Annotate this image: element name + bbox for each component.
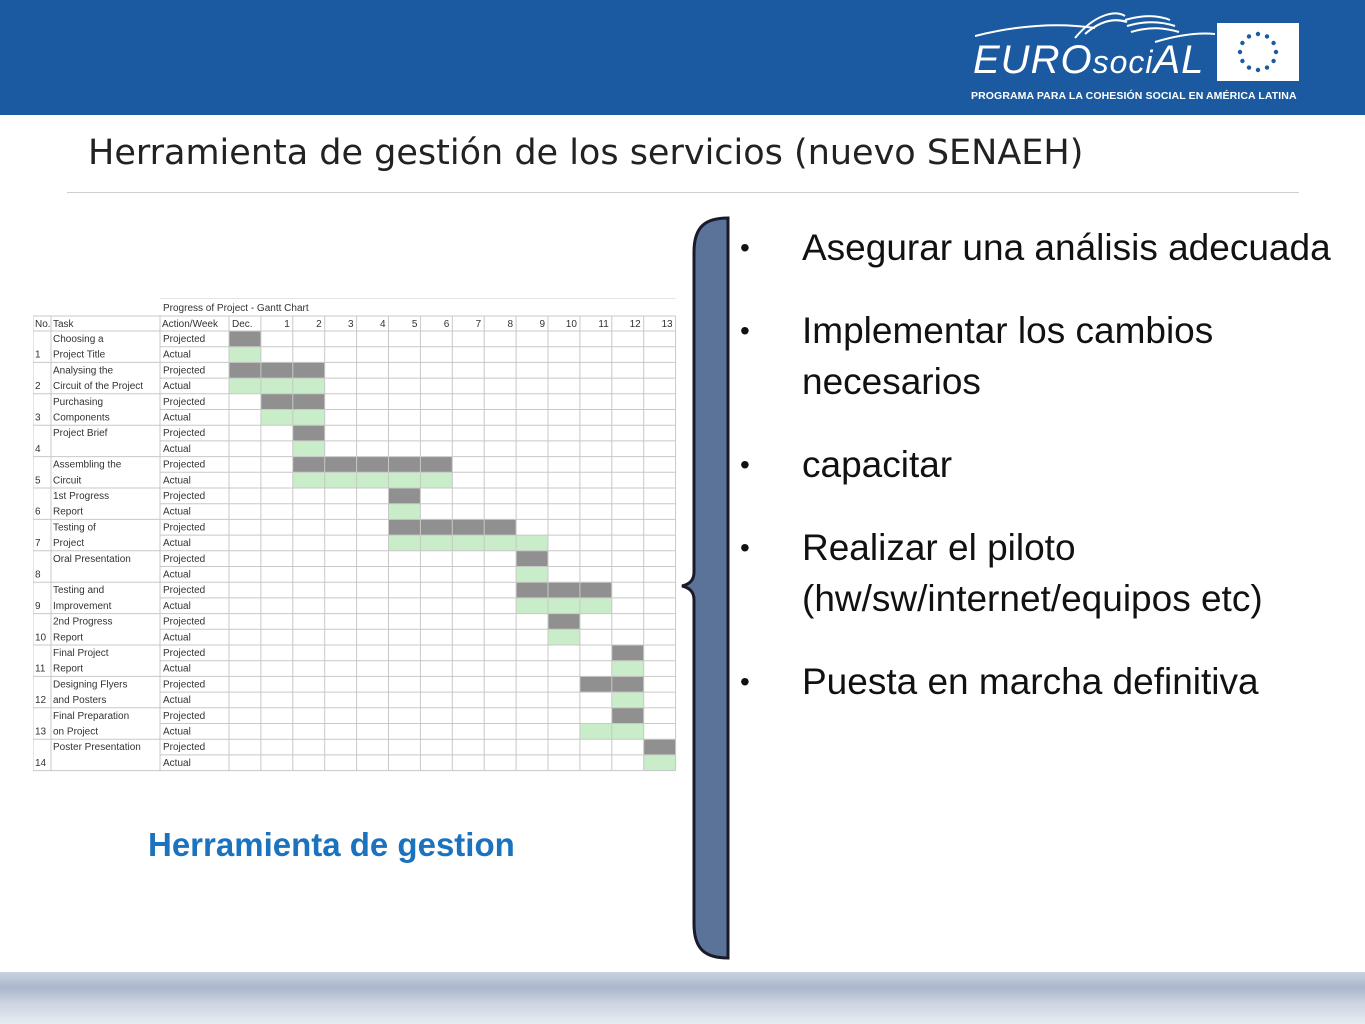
actual-bar: [644, 755, 676, 771]
gantt-task-name: Final Preparation: [53, 710, 130, 722]
bullet-item: • Asegurar una análisis adecuada: [740, 222, 1340, 273]
gantt-task-name: Designing Flyers: [53, 679, 128, 691]
gantt-actual-label: Actual: [163, 443, 191, 455]
gantt-projected-label: Projected: [163, 742, 206, 754]
projected-bar: [389, 519, 421, 535]
projected-bar: [293, 394, 325, 410]
left-brace-icon: [676, 212, 732, 964]
eu-star-icon: [1271, 41, 1275, 45]
actual-bar: [516, 535, 548, 551]
gantt-task-name: Assembling the: [53, 459, 122, 471]
gantt-task-number: 6: [35, 506, 41, 518]
projected-bar: [516, 551, 548, 567]
eu-star-icon: [1240, 59, 1244, 63]
projected-bar: [452, 519, 484, 535]
bullet-icon: •: [740, 449, 750, 480]
projected-bar: [548, 582, 580, 598]
projected-bar: [293, 425, 325, 441]
actual-bar: [420, 535, 452, 551]
actual-bar: [389, 472, 421, 488]
gantt-projected-label: Projected: [163, 710, 206, 722]
gantt-actual-label: Actual: [163, 506, 191, 518]
gantt-week-label: Dec.: [232, 319, 253, 330]
gantt-actual-label: Actual: [163, 663, 191, 675]
projected-bar: [293, 457, 325, 473]
gantt-actual-label: Actual: [163, 757, 191, 769]
gantt-actual-label: Actual: [163, 695, 191, 707]
actual-bar: [293, 410, 325, 426]
actual-bar: [612, 692, 644, 708]
gantt-task-name: Report: [53, 632, 84, 644]
actual-bar: [357, 472, 389, 488]
projected-bar: [389, 488, 421, 504]
actual-bar: [389, 535, 421, 551]
bullet-item: • Puesta en marcha definitiva: [740, 656, 1340, 707]
bullet-icon: •: [740, 532, 750, 563]
gantt-task-name: Circuit of the Project: [53, 381, 144, 393]
actual-bar: [484, 535, 516, 551]
gantt-caption: Herramienta de gestion: [148, 826, 515, 863]
eu-star-icon: [1238, 50, 1242, 54]
projected-bar: [580, 582, 612, 598]
eu-star-icon: [1256, 32, 1260, 36]
gantt-task-name: Report: [53, 663, 84, 675]
projected-bar: [261, 362, 293, 378]
gantt-title: Progress of Project - Gantt Chart: [163, 303, 309, 314]
gantt-actual-label: Actual: [163, 381, 191, 393]
gantt-week-label: 8: [507, 319, 514, 330]
projected-bar: [325, 457, 357, 473]
actual-bar: [420, 472, 452, 488]
actual-bar: [293, 378, 325, 394]
gantt-actual-label: Actual: [163, 538, 191, 550]
eu-flag-icon: [1217, 23, 1299, 81]
projected-bar: [229, 331, 261, 347]
actual-bar: [612, 661, 644, 677]
footer-bar: [0, 972, 1365, 1024]
projected-bar: [612, 708, 644, 724]
gantt-projected-label: Projected: [163, 679, 206, 691]
gantt-projected-label: Projected: [163, 459, 206, 471]
actual-bar: [580, 724, 612, 740]
gantt-task-number: 10: [35, 632, 47, 644]
gantt-chart-svg: [33, 298, 681, 773]
gantt-header-action: Action/Week: [162, 319, 218, 330]
gantt-task-name: Final Project: [53, 648, 109, 659]
actual-bar: [548, 629, 580, 645]
eu-star-icon: [1265, 65, 1269, 69]
gantt-week-label: 6: [443, 319, 450, 330]
projected-bar: [484, 519, 516, 535]
gantt-projected-label: Projected: [163, 553, 206, 565]
gantt-task-number: 11: [35, 663, 46, 675]
gantt-week-label: 7: [475, 319, 482, 330]
eu-star-icon: [1240, 41, 1244, 45]
gantt-task-name: 2nd Progress: [53, 616, 113, 628]
actual-bar: [325, 472, 357, 488]
gantt-task-name: on Project: [53, 726, 99, 738]
projected-bar: [580, 676, 612, 692]
logo-tagline: PROGRAMA PARA LA COHESIÓN SOCIAL EN AMÉRICA LATINA: [971, 90, 1297, 102]
gantt-task-number: 13: [35, 726, 47, 738]
gantt-projected-label: Projected: [163, 428, 206, 440]
actual-bar: [452, 535, 484, 551]
gantt-task-name: Testing and: [53, 585, 105, 597]
gantt-task-name: Oral Presentation: [53, 553, 131, 565]
gantt-projected-label: Projected: [163, 396, 206, 408]
gantt-week-label: 13: [661, 319, 673, 330]
eu-star-icon: [1274, 50, 1278, 54]
gantt-actual-label: Actual: [163, 412, 191, 424]
gantt-projected-label: Projected: [163, 522, 206, 534]
eu-star-icon: [1256, 68, 1260, 72]
gantt-week-label: 9: [539, 319, 545, 330]
projected-bar: [548, 614, 580, 630]
gantt-task-name: Project Title: [53, 349, 106, 361]
gantt-task-name: Project: [53, 538, 85, 550]
actual-bar: [580, 598, 612, 614]
gantt-actual-label: Actual: [163, 600, 191, 612]
eu-star-icon: [1271, 59, 1275, 63]
gantt-header-no: No.: [35, 319, 51, 330]
actual-bar: [261, 378, 293, 394]
gantt-task-number: 8: [35, 569, 41, 581]
bullet-icon: •: [740, 232, 750, 263]
projected-bar: [644, 739, 676, 755]
gantt-task-name: Choosing a: [53, 334, 104, 345]
gantt-projected-label: Projected: [163, 365, 206, 377]
gantt-task-name: Circuit: [53, 475, 82, 487]
actual-bar: [229, 347, 261, 363]
gantt-task-number: 14: [35, 757, 47, 769]
bullet-icon: •: [740, 315, 750, 346]
gantt-actual-label: Actual: [163, 569, 191, 581]
actual-bar: [389, 504, 421, 520]
gantt-actual-label: Actual: [163, 475, 191, 487]
projected-bar: [229, 362, 261, 378]
gantt-task-name: and Posters: [53, 695, 107, 707]
gantt-actual-label: Actual: [163, 349, 191, 361]
gantt-projected-label: Projected: [163, 616, 206, 628]
actual-bar: [261, 410, 293, 426]
bullet-item: • Realizar el piloto (hw/sw/internet/equipos etc): [740, 522, 1340, 624]
bullet-item: • capacitar: [740, 439, 1340, 490]
projected-bar: [420, 519, 452, 535]
projected-bar: [357, 457, 389, 473]
gantt-actual-label: Actual: [163, 726, 191, 738]
header-bar: [0, 0, 1365, 115]
gantt-task-name: Project Brief: [53, 428, 108, 440]
gantt-task-name: Testing of: [53, 522, 96, 534]
gantt-actual-label: Actual: [163, 632, 191, 644]
projected-bar: [612, 645, 644, 661]
gantt-task-name: Report: [53, 506, 84, 518]
gantt-task-name: 1st Progress: [53, 491, 110, 502]
title-divider: [67, 192, 1299, 193]
gantt-week-label: 2: [316, 319, 322, 330]
gantt-week-label: 3: [348, 319, 354, 330]
gantt-task-name: Improvement: [53, 600, 112, 612]
actual-bar: [516, 598, 548, 614]
gantt-task-number: 1: [35, 349, 41, 361]
gantt-projected-label: Projected: [163, 491, 206, 502]
eu-star-icon: [1247, 65, 1251, 69]
gantt-task-number: 5: [35, 475, 41, 487]
projected-bar: [389, 457, 421, 473]
gantt-chart: [33, 298, 681, 773]
gantt-header-task: Task: [53, 319, 74, 330]
slide-title: Herramienta de gestión de los servicios (nuevo SENAEH): [88, 133, 1084, 173]
gantt-week-label: 4: [379, 319, 386, 330]
gantt-task-number: 7: [35, 538, 41, 550]
projected-bar: [261, 394, 293, 410]
projected-bar: [516, 582, 548, 598]
gantt-week-label: 10: [565, 319, 577, 330]
actual-bar: [612, 724, 644, 740]
gantt-week-label: 11: [598, 319, 609, 330]
bullet-list: [740, 222, 1340, 739]
gantt-task-name: Purchasing: [53, 396, 104, 408]
logo-wordmark: EUROsociAL: [973, 38, 1205, 82]
gantt-task-number: 12: [35, 695, 47, 707]
actual-bar: [516, 567, 548, 583]
gantt-week-label: 1: [284, 319, 290, 330]
gantt-task-number: 4: [35, 443, 41, 455]
gantt-projected-label: Projected: [163, 585, 206, 597]
actual-bar: [293, 441, 325, 457]
bullet-icon: •: [740, 666, 750, 697]
eu-star-icon: [1247, 34, 1251, 38]
gantt-projected-label: Projected: [163, 334, 206, 345]
eu-star-icon: [1265, 34, 1269, 38]
gantt-week-label: 12: [629, 319, 641, 330]
gantt-task-number: 3: [35, 412, 41, 424]
gantt-task-name: Analysing the: [53, 365, 114, 377]
gantt-task-name: Components: [53, 412, 110, 424]
projected-bar: [420, 457, 452, 473]
actual-bar: [293, 472, 325, 488]
actual-bar: [548, 598, 580, 614]
eurosocial-logo: [965, 8, 1305, 108]
projected-bar: [612, 676, 644, 692]
gantt-task-number: 9: [35, 600, 41, 612]
bullet-item: • Implementar los cambios necesarios: [740, 305, 1340, 407]
actual-bar: [229, 378, 261, 394]
gantt-task-name: Poster Presentation: [53, 742, 141, 754]
gantt-projected-label: Projected: [163, 648, 206, 659]
gantt-week-label: 5: [411, 319, 418, 330]
gantt-task-number: 2: [35, 381, 41, 393]
projected-bar: [293, 362, 325, 378]
